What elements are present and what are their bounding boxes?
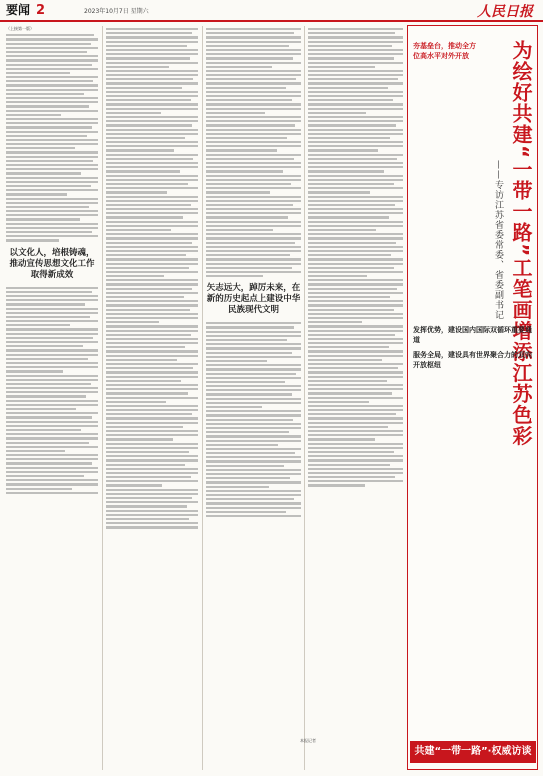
article-column-2 xyxy=(106,26,198,770)
series-banner: 共建“一带一路”·权威访谈 xyxy=(410,741,536,763)
feature-section-heading: 发挥优势，建设国内国际双循环重要通道 xyxy=(413,326,532,344)
article-column-3 xyxy=(206,26,301,770)
feature-section-heading: 服务全局，建设具有世界聚合力的双向开放枢纽 xyxy=(413,351,532,369)
section-label xyxy=(6,3,66,18)
feature-body-text xyxy=(413,320,533,735)
section-subhead: 矢志远大，踔厉未来，在新的历史起点上建设中华民族现代文明 xyxy=(206,283,301,316)
article-column-4 xyxy=(308,26,403,770)
text-block xyxy=(6,287,98,494)
issue-date: 2023年10月7日 星期六 xyxy=(84,8,149,15)
column-divider xyxy=(202,26,203,770)
byline: （上接第一版） xyxy=(6,26,34,31)
text-block xyxy=(106,28,198,529)
page-header xyxy=(0,0,543,22)
feature-intro-text xyxy=(413,36,481,316)
feature-headline: 为绘好共建“一带一路”工笔画增添江苏色彩 xyxy=(509,40,533,447)
feature-subtitle: ——专访江苏省委常委、省委副书记 xyxy=(493,160,503,320)
article-column-1 xyxy=(6,26,98,770)
feature-section-heading: 夯基垒台，推动全方位高水平对外开放 xyxy=(413,42,476,60)
text-block xyxy=(6,34,98,241)
newspaper-logo: 人民日报 xyxy=(477,4,533,20)
text-block xyxy=(206,28,301,277)
author-credit: 本报记者 xyxy=(300,738,316,743)
column-divider xyxy=(304,26,305,770)
text-block xyxy=(206,322,301,517)
section-name: 要闻 xyxy=(6,3,31,17)
section-subhead: 以文化人，培根铸魂，推动宣传思想文化工作取得新成效 xyxy=(9,247,95,280)
page-number: 2 xyxy=(36,3,46,18)
text-block xyxy=(308,28,403,487)
column-divider xyxy=(102,26,103,770)
